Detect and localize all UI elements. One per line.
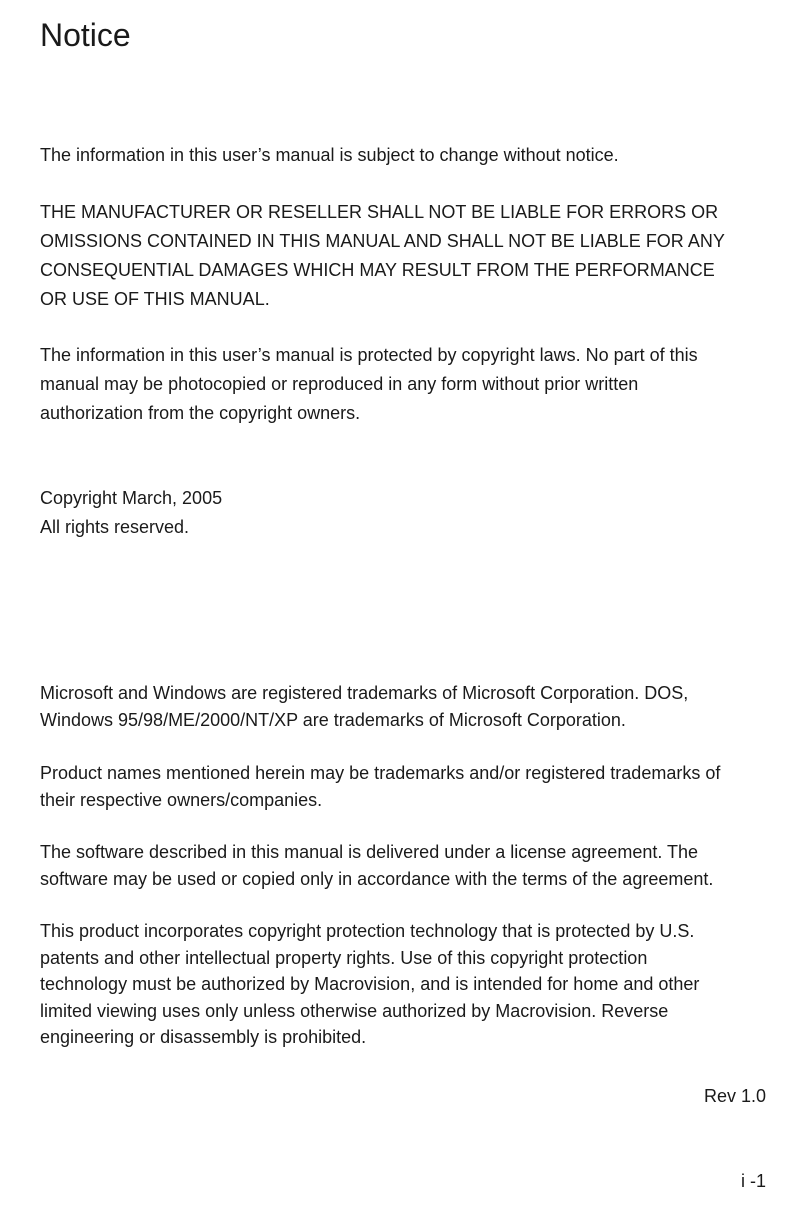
text-line: OMISSIONS CONTAINED IN THIS MANUAL AND SHALL NOT BE LIABLE FOR ANY xyxy=(40,231,725,251)
paragraph-change-notice xyxy=(40,141,768,170)
paragraph-liability-disclaimer xyxy=(40,198,768,314)
text-line: manual may be photocopied or reproduced in any form without prior written xyxy=(40,374,639,394)
text-line: authorization from the copyright owners. xyxy=(40,403,361,423)
paragraph-copyright-laws xyxy=(40,341,768,428)
text-line: Windows 95/98/ME/2000/NT/XP are trademarks of Microsoft Corporation. xyxy=(40,709,626,730)
paragraph-product-trademarks xyxy=(40,760,768,813)
text-line: The information in this user’s manual is subject to change without notice. xyxy=(40,145,619,165)
revision-label: Rev 1.0 xyxy=(703,1086,766,1106)
text-line: engineering or disassembly is prohibited. xyxy=(40,1027,367,1047)
text-line: technology must be authorized by Macrovision, and is intended for home and other xyxy=(40,974,700,994)
page-number: i -1 xyxy=(740,1171,766,1191)
page-title: Notice xyxy=(40,17,131,53)
text-line: Microsoft and Windows are registered trademarks of Microsoft Corporation. DOS, xyxy=(40,683,689,703)
paragraph-copyright-date xyxy=(40,484,768,542)
paragraph-macrovision xyxy=(40,918,768,1051)
text-line: software may be used or copied only in accordance with the terms of the agreement. xyxy=(40,868,714,889)
text-line: Copyright March, 2005 xyxy=(40,488,223,508)
text-line: patents and other intellectual property rights. Use of this copyright protection xyxy=(40,947,648,968)
text-line: All rights reserved. xyxy=(40,517,190,537)
text-line: This product incorporates copyright protection technology that is protected by U.S. xyxy=(40,921,695,941)
text-line: The information in this user’s manual is protected by copyright laws. No part of this xyxy=(40,345,698,365)
text-line: The software described in this manual is delivered under a license agreement. The xyxy=(40,842,699,862)
paragraph-microsoft-trademarks xyxy=(40,680,768,733)
paragraph-software-license xyxy=(40,839,768,892)
text-line: Product names mentioned herein may be trademarks and/or registered trademarks of xyxy=(40,763,721,783)
text-line: OR USE OF THIS MANUAL. xyxy=(40,289,270,309)
text-line: their respective owners/companies. xyxy=(40,789,323,810)
text-line: THE MANUFACTURER OR RESELLER SHALL NOT BE LIABLE FOR ERRORS OR xyxy=(40,202,719,222)
text-line: limited viewing uses only unless otherwise authorized by Macrovision. Reverse xyxy=(40,1000,669,1021)
text-line: CONSEQUENTIAL DAMAGES WHICH MAY RESULT FROM THE PERFORMANCE xyxy=(40,260,715,280)
